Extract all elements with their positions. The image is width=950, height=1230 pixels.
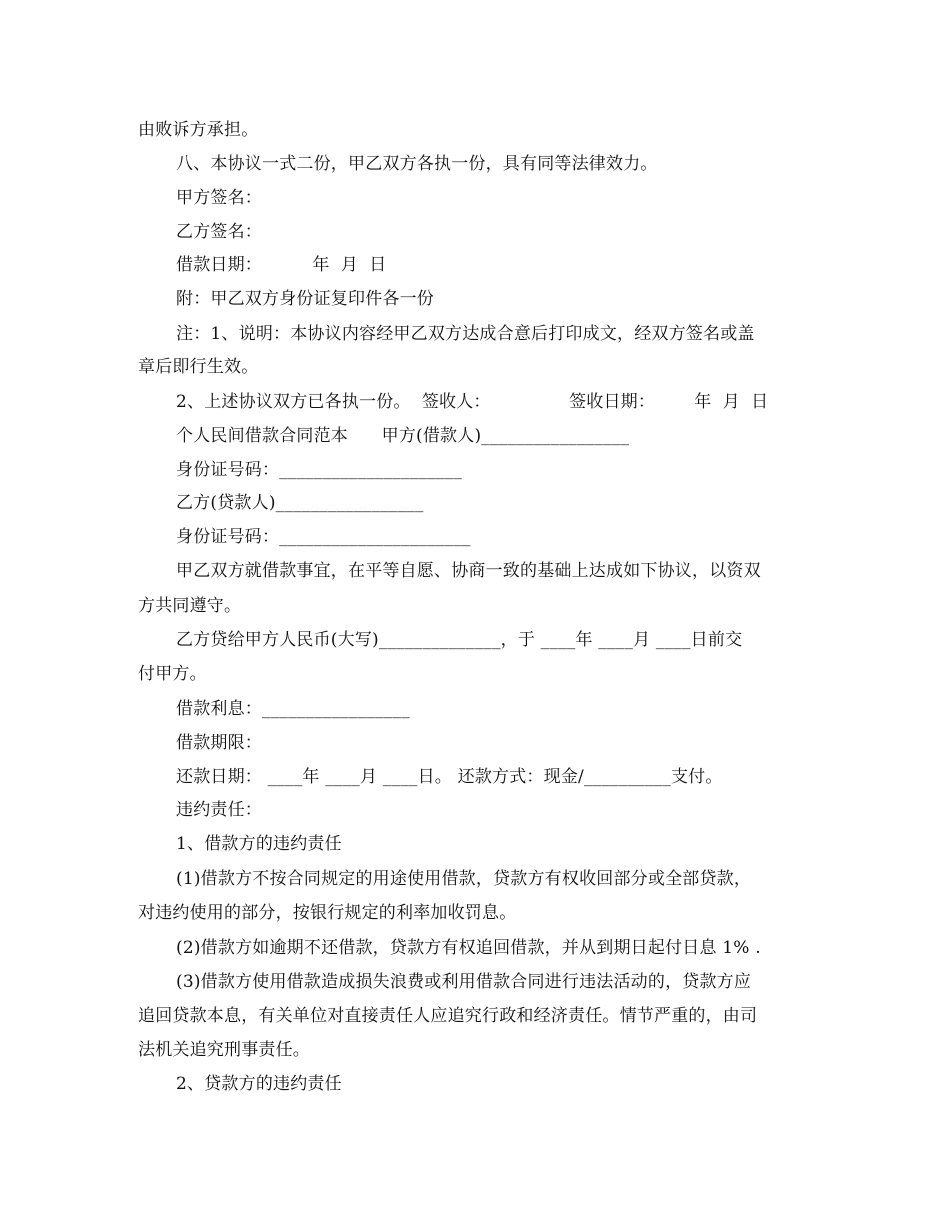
text-line: 身份证号码：______________________	[176, 527, 471, 547]
text-line: 乙方签名：	[176, 222, 262, 242]
text-line: (2)借款方如逾期不还借款，贷款方有权追回借款，并从到期日起付日息 1% .	[176, 938, 761, 958]
text-line: (3)借款方使用借款造成损失浪费或利用借款合同进行违法活动的，贷款方应	[176, 972, 752, 992]
text-line: 乙方贷给甲方人民币(大写)______________，于 ____年 ____月 ____日前交	[176, 630, 743, 650]
text-line: 付甲方。	[138, 664, 207, 684]
text-line: 1、借款方的违约责任	[176, 834, 342, 854]
text-line: 2、上述协议双方已各执一份。 签收人： 签收日期： 年 月 日	[176, 392, 769, 412]
text-line: (1)借款方不按合同规定的用途使用借款，贷款方有权收回部分或全部贷款，	[176, 869, 752, 889]
text-line: 还款日期： ____年 ____月 ____日。 还款方式：现金/__________支付。	[176, 767, 723, 787]
text-line: 借款日期： 年 月 日	[176, 255, 387, 275]
text-line: 附：甲乙双方身份证复印件各一份	[176, 289, 434, 309]
text-line: 乙方(贷款人)_________________	[176, 493, 424, 513]
text-line: 八、本协议一式二份，甲乙双方各执一份，具有同等法律效力。	[176, 154, 658, 174]
text-line: 违约责任：	[176, 800, 262, 820]
text-line: 由败诉方承担。	[138, 120, 259, 140]
text-line: 身份证号码：_____________________	[176, 460, 462, 480]
text-line: 甲乙双方就借款事宜，在平等自愿、协商一致的基础上达成如下协议，以资双	[176, 561, 761, 581]
text-line: 追回贷款本息，有关单位对直接责任人应追究行政和经济责任。情节严重的，由司	[138, 1006, 758, 1026]
text-line: 借款利息：_________________	[176, 699, 410, 719]
text-line: 法机关追究刑事责任。	[138, 1040, 310, 1060]
text-line: 章后即行生效。	[138, 357, 259, 377]
text-line: 方共同遵守。	[138, 596, 242, 616]
text-line: 2、贷款方的违约责任	[176, 1074, 342, 1094]
text-line: 借款期限：	[176, 733, 262, 753]
text-line: 注：1、说明：本协议内容经甲乙双方达成合意后打印成文，经双方签名或盖	[176, 324, 755, 344]
text-line: 个人民间借款合同范本 甲方(借款人)_________________	[176, 426, 630, 446]
text-line: 对违约使用的部分，按银行规定的利率加收罚息。	[138, 903, 517, 923]
text-line: 甲方签名：	[176, 188, 262, 208]
